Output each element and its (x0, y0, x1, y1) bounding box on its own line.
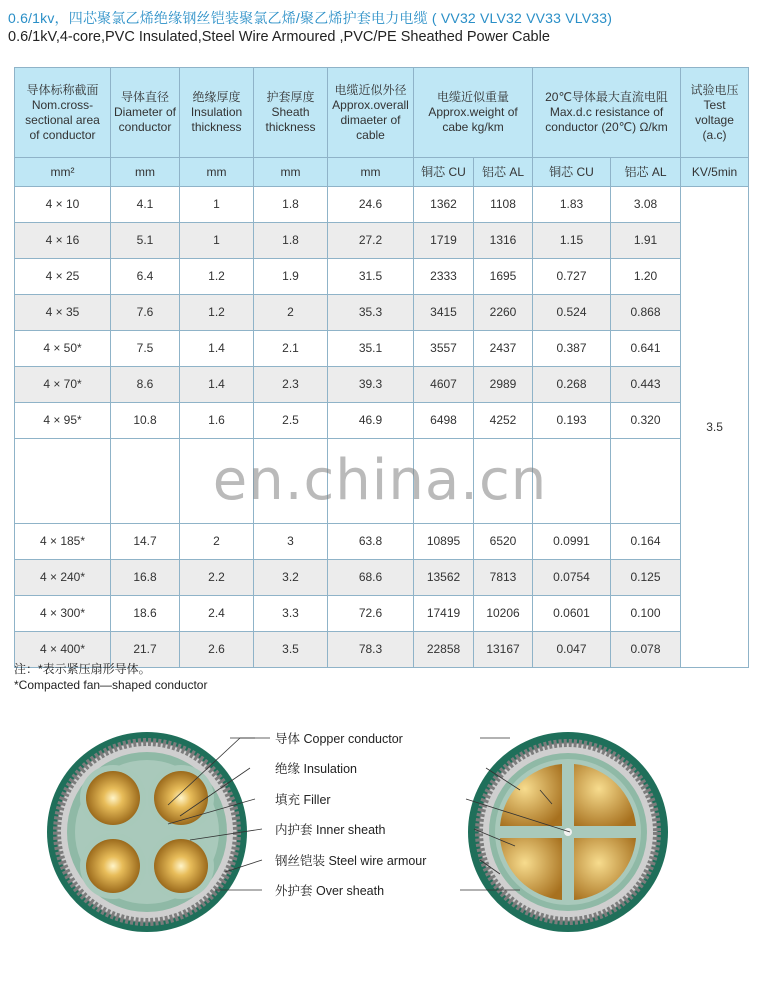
unit-cell: 铝芯 AL (611, 158, 681, 187)
table-cell: 39.3 (328, 367, 414, 403)
table-cell: 1.9 (254, 259, 328, 295)
table-cell: 4607 (414, 367, 474, 403)
table-cell: 2.5 (254, 403, 328, 439)
table-cell: 6498 (414, 403, 474, 439)
table-cell: 78.3 (328, 632, 414, 668)
table-row (15, 331, 749, 367)
table-cell: 1719 (414, 223, 474, 259)
header-cell: 导体直径 Diameter of conductor (111, 68, 180, 158)
table-cell: 0.193 (533, 403, 611, 439)
table-cell: 22858 (414, 632, 474, 668)
table-cell: 4 × 70* (15, 367, 111, 403)
table-row (15, 560, 749, 596)
table-cell: 0.125 (611, 560, 681, 596)
table-cell: 31.5 (328, 259, 414, 295)
table-row (15, 295, 749, 331)
table-cell: 4 × 25 (15, 259, 111, 295)
header-cell: 电缆近似外径 Approx.overall dimaeter of cable (328, 68, 414, 158)
table-cell: 1695 (474, 259, 533, 295)
table-cell: 4 × 50* (15, 331, 111, 367)
table-cell: 10206 (474, 596, 533, 632)
table-cell: 3415 (414, 295, 474, 331)
table-row (15, 223, 749, 259)
table-cell: 1 (180, 223, 254, 259)
table-cell: 4.1 (111, 187, 180, 223)
table-cell: 0.047 (533, 632, 611, 668)
test-voltage-cell: 3.5 (681, 187, 749, 668)
unit-cell: KV/5min (681, 158, 749, 187)
table-cell: 1.4 (180, 367, 254, 403)
table-row (15, 259, 749, 295)
table-cell: 7813 (474, 560, 533, 596)
table-cell: 2260 (474, 295, 533, 331)
table-cell: 4 × 95* (15, 403, 111, 439)
table-cell: 3.5 (254, 632, 328, 668)
table-row (15, 596, 749, 632)
note-chinese: 注：*表示紧压扇形导体。 (14, 662, 151, 676)
table-cell: 2.1 (254, 331, 328, 367)
table-cell: 1316 (474, 223, 533, 259)
table-cell: 18.6 (111, 596, 180, 632)
conductor-core (148, 765, 214, 831)
units-row (15, 158, 749, 187)
legend-label: 内护套 Inner sheath (275, 823, 386, 837)
table-cell: 0.387 (533, 331, 611, 367)
header-cell: 试验电压 Test voltage (a.c) (681, 68, 749, 158)
table-cell: 4 × 10 (15, 187, 111, 223)
legend-label: 导体 Copper conductor (275, 732, 403, 746)
sector-conductor-cable (468, 732, 668, 932)
table-cell: 4 × 16 (15, 223, 111, 259)
table-cell: 1.8 (254, 187, 328, 223)
table-cell: 0.320 (611, 403, 681, 439)
table-cell: 1.2 (180, 259, 254, 295)
table-cell: 5.1 (111, 223, 180, 259)
note-english: *Compacted fan—shaped conductor (14, 678, 208, 692)
table-cell: 0.078 (611, 632, 681, 668)
table-cell: 13167 (474, 632, 533, 668)
table-cell: 0.641 (611, 331, 681, 367)
table-cell: 0.868 (611, 295, 681, 331)
unit-cell: mm² (15, 158, 111, 187)
table-cell: 1.15 (533, 223, 611, 259)
title-english: 0.6/1kV,4-core,PVC Insulated,Steel Wire Armoured ,PVC/PE Sheathed Power Cable (8, 29, 550, 45)
table-cell: 2 (254, 295, 328, 331)
table-cell: 2.2 (180, 560, 254, 596)
table-cell: 2.6 (180, 632, 254, 668)
table-row (15, 403, 749, 439)
conductor-core (148, 833, 214, 899)
table-cell: 1362 (414, 187, 474, 223)
table-cell: 46.9 (328, 403, 414, 439)
header-cell: 20℃导体最大直流电阻 Max.d.c resistance of conductor (20℃) Ω/km (533, 68, 681, 158)
unit-cell: 铜芯 CU (414, 158, 474, 187)
table-cell: 35.3 (328, 295, 414, 331)
obscured-row-gap (15, 439, 749, 524)
table-cell: 0.164 (611, 524, 681, 560)
table-cell: 1108 (474, 187, 533, 223)
legend-label: 绝缘 Insulation (275, 762, 357, 776)
table-cell: 0.727 (533, 259, 611, 295)
table-cell: 10895 (414, 524, 474, 560)
legend-label: 钢丝铠装 Steel wire armour (275, 854, 427, 868)
table-cell: 0.524 (533, 295, 611, 331)
header-cell: 护套厚度 Sheath thickness (254, 68, 328, 158)
table-cell: 10.8 (111, 403, 180, 439)
header-cell: 电缆近似重量 Approx.weight of cabe kg/km (414, 68, 533, 158)
table-cell: 1.20 (611, 259, 681, 295)
table-cell: 1 (180, 187, 254, 223)
table-cell: 63.8 (328, 524, 414, 560)
unit-cell: mm (180, 158, 254, 187)
conductor-core (80, 833, 146, 899)
table-cell: 21.7 (111, 632, 180, 668)
table-row (15, 524, 749, 560)
table-cell: 6520 (474, 524, 533, 560)
unit-cell: mm (111, 158, 180, 187)
table-cell: 3.3 (254, 596, 328, 632)
table-cell: 1.4 (180, 331, 254, 367)
table-cell: 0.0754 (533, 560, 611, 596)
unit-cell: 铝芯 AL (474, 158, 533, 187)
table-cell: 2437 (474, 331, 533, 367)
table-cell: 2333 (414, 259, 474, 295)
cable-cross-section-diagram (0, 720, 760, 975)
table-cell: 0.100 (611, 596, 681, 632)
table-cell: 6.4 (111, 259, 180, 295)
legend-label: 外护套 Over sheath (275, 884, 385, 898)
table-cell: 17419 (414, 596, 474, 632)
unit-cell: mm (328, 158, 414, 187)
table-cell: 0.0601 (533, 596, 611, 632)
table-cell: 4 × 400* (15, 632, 111, 668)
table-cell: 1.6 (180, 403, 254, 439)
round-conductor-cable (47, 732, 247, 932)
table-cell: 0.0991 (533, 524, 611, 560)
table-cell: 3.08 (611, 187, 681, 223)
unit-cell: 铜芯 CU (533, 158, 611, 187)
legend-label: 填充 Filler (275, 793, 331, 807)
table-cell: 7.5 (111, 331, 180, 367)
table-row (15, 187, 749, 223)
table-cell: 3557 (414, 331, 474, 367)
table-cell: 0.443 (611, 367, 681, 403)
table-cell: 7.6 (111, 295, 180, 331)
conductor-core (80, 765, 146, 831)
table-cell: 2 (180, 524, 254, 560)
unit-cell: mm (254, 158, 328, 187)
table-cell: 68.6 (328, 560, 414, 596)
table-cell: 1.8 (254, 223, 328, 259)
table-cell: 2.4 (180, 596, 254, 632)
table-cell: 72.6 (328, 596, 414, 632)
table-cell: 27.2 (328, 223, 414, 259)
table-cell: 4 × 185* (15, 524, 111, 560)
title-chinese: 0.6/1kv，四芯聚氯乙烯绝缘钢丝铠装聚氯乙烯/聚乙烯护套电力电缆 ( VV32 VLV32 VV33 VLV33) (8, 10, 613, 26)
table-cell: 3.2 (254, 560, 328, 596)
table-cell: 35.1 (328, 331, 414, 367)
table-cell: 1.2 (180, 295, 254, 331)
table-cell: 4 × 35 (15, 295, 111, 331)
table-cell: 24.6 (328, 187, 414, 223)
table-row (15, 367, 749, 403)
legend (275, 731, 426, 898)
header-row (15, 68, 749, 158)
table-cell: 13562 (414, 560, 474, 596)
table-cell: 2989 (474, 367, 533, 403)
header-cell: 导体标称截面 Nom.cross- sectional area of conductor (15, 68, 111, 158)
watermark: en.china.cn (212, 448, 548, 513)
table-cell: 1.91 (611, 223, 681, 259)
table-cell: 4 × 300* (15, 596, 111, 632)
table-cell: 2.3 (254, 367, 328, 403)
table-cell: 1.83 (533, 187, 611, 223)
table-cell: 0.268 (533, 367, 611, 403)
table-cell: 14.7 (111, 524, 180, 560)
table-cell: 8.6 (111, 367, 180, 403)
header-cell: 绝缘厚度 Insulation thickness (180, 68, 254, 158)
table-cell: 4 × 240* (15, 560, 111, 596)
table-cell: 16.8 (111, 560, 180, 596)
spec-table (14, 67, 749, 668)
table-cell: 3 (254, 524, 328, 560)
table-cell: 4252 (474, 403, 533, 439)
